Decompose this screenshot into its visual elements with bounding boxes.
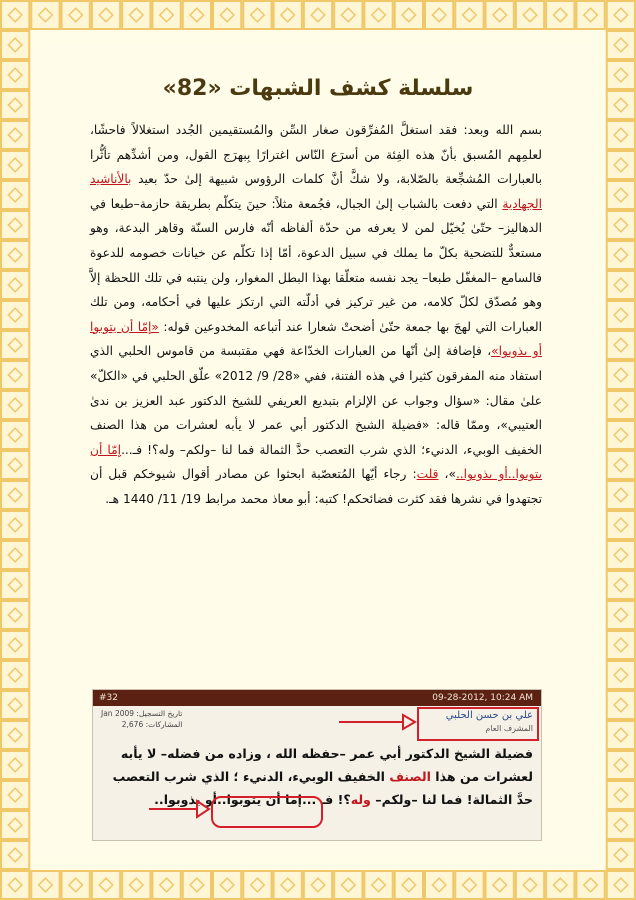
border-tile — [1, 541, 29, 569]
border-tile — [576, 1, 604, 29]
text-segment: ، فإضافة إلىٰ أنّها من العبارات الخدّاعة فهي مقتبسة من قاموس الحلبي الذي استفاد منه المفرقون كثيرا في هذه الفتنة، ففي «28/ 9/ 2012» علّق الحلبي في «الكلّ» علىٰ مقال: «سؤال وجواب عن الإلزام بتبديع العريفي للشيخ الدكتور عبد العزيز بن ندىٰ العتيبي»، وممّا قاله: «فضيلة الشيخ الدكتور أبي عمر لا يأبه لعشرات من هذا الصنف الخفيف الوبيء، الدنيء؛ الذي شرب التعصب حدَّ الثمالة فما لنا –ولكم– وله؟! فـ... — [90, 344, 543, 457]
border-tile — [425, 871, 453, 899]
border-tile — [546, 871, 574, 899]
text-segment: بسم الله وبعد: فقد استغلَّ المُفرِّقون صغار السِّن والمُستقيمين الجُدد استغلالاً فاحشًا، لعلمِهم المُسبق بأنّ هذه الفِئة من أسرَع النّاس اغترارًا بِبهرَج القول، ومن أشدِّهم تأثُّرا بالعبارات المُشجِّعة بالصّلابة، ولا شكَّ أنَّ كلمات الرؤوس شبيهة إلىٰ حدّ بعيد — [90, 123, 542, 187]
border-tile — [607, 691, 635, 719]
border-tile — [607, 661, 635, 689]
border-tile — [334, 871, 362, 899]
border-tile — [213, 871, 241, 899]
border-tile — [607, 241, 635, 269]
text-segment: التي دفعت بالشباب إلىٰ الجبال، فجُمعة مثلاً: حينَ يتكلّم بطريقة حازمة–طبعا في الدهاليز– حتّىٰ يُخيّل لمن لا يعرفه من حدّة ألفاظه أنّه فارس السنّة وقاهر البدعة، وهو مستعدٌّ للتضحية بكلّ ما يملك في سبيل الدعوة، أمّا إذا تكلّم عن خيانات خصومه للدعوة فالسامع –المغفّل طبعا– يجد نفسه متعلّقا بهذا البطل المغوار، ولن ينتبه في تلك اللحظة إلاَّ وهو مُصدّق لكلّ كلامه، من غير تركيز في أدلّته التي ارتكز عليها في أحكامه، ومن تلك العبارات التي لهجَ بها جمعة حتّىٰ أضحتْ شعارا عند أتباعه المخدوعين قوله: — [90, 196, 542, 334]
border-tile — [607, 391, 635, 419]
border-tile — [1, 721, 29, 749]
border-tile — [486, 871, 514, 899]
border-tile — [31, 871, 59, 899]
border-tile — [395, 871, 423, 899]
join-date: تاريخ التسجيل: Jan 2009 — [101, 709, 183, 718]
author-rank: المشرف العام — [485, 724, 533, 733]
border-tile — [607, 31, 635, 59]
border-tile — [607, 301, 635, 329]
border-tile — [1, 661, 29, 689]
border-tile — [183, 871, 211, 899]
border-tile — [607, 511, 635, 539]
border-tile — [62, 871, 90, 899]
border-tile — [92, 871, 120, 899]
border-tile — [364, 871, 392, 899]
border-tile — [607, 481, 635, 509]
author-username: علي بن حسن الحلبي — [445, 710, 533, 721]
border-tile — [607, 271, 635, 299]
border-tile — [455, 871, 483, 899]
border-tile — [607, 751, 635, 779]
border-tile — [1, 361, 29, 389]
border-tile — [122, 1, 150, 29]
border-tile — [1, 451, 29, 479]
post-red-word-2: وله — [350, 792, 371, 807]
border-tile — [92, 1, 120, 29]
border-tile — [607, 421, 635, 449]
text-segment: »، — [438, 467, 456, 482]
border-tile — [304, 1, 332, 29]
border-tile — [607, 331, 635, 359]
text-segment: : رجاء أيّها المُتعصّبة ابحثوا عن مصادر أقوال شيوخكم قبل أن تجتهدوا في نشرها فقد كثرت فضائحكم! كتبه: أبو معاذ محمد مرابط 19/ 11/ 1440 هـ. — [90, 467, 542, 506]
border-tile — [1, 481, 29, 509]
border-tile — [152, 871, 180, 899]
posts-count: المشاركات: 2,676 — [121, 720, 183, 729]
arrow-icon — [337, 712, 417, 732]
border-tile — [455, 1, 483, 29]
border-tile — [516, 871, 544, 899]
border-tile — [274, 1, 302, 29]
article-body — [90, 118, 542, 512]
highlight-oval — [211, 796, 323, 828]
highlight-box — [417, 707, 539, 741]
post-red-word: الصنف — [389, 769, 431, 784]
border-tile — [243, 871, 271, 899]
border-tile — [243, 1, 271, 29]
border-tile — [607, 541, 635, 569]
post-date: 09-28-2012, 10:24 AM — [432, 693, 533, 703]
border-tile — [1, 211, 29, 239]
border-tile — [1, 271, 29, 299]
highlighted-phrase: قلت — [416, 467, 439, 482]
border-tile — [607, 151, 635, 179]
border-tile — [607, 361, 635, 389]
border-tile — [546, 1, 574, 29]
post-header-bar — [93, 690, 541, 706]
border-tile — [1, 781, 29, 809]
border-tile — [1, 421, 29, 449]
border-tile — [1, 331, 29, 359]
post-number: #32 — [99, 693, 118, 703]
border-tile — [152, 1, 180, 29]
border-tile — [607, 181, 635, 209]
border-tile — [1, 871, 29, 899]
highlighted-phrase: «إمّا أن يتوبوا أو يذوبوا» — [90, 319, 542, 359]
border-tile — [607, 571, 635, 599]
border-tile — [1, 241, 29, 269]
border-tile — [1, 601, 29, 629]
border-tile — [1, 511, 29, 539]
post-highlight: إما أن يتوبوا..أو يذوبوا.. — [154, 792, 302, 807]
page-title: سلسلة كشف الشبهات «82» — [162, 76, 474, 101]
border-tile — [576, 871, 604, 899]
border-tile — [334, 1, 362, 29]
highlighted-phrase: إمّا أن يتوبوا..أو يذوبوا.. — [90, 442, 542, 482]
border-tile — [607, 811, 635, 839]
border-tile — [62, 1, 90, 29]
border-tile — [607, 841, 635, 869]
border-tile — [1, 181, 29, 209]
border-tile — [486, 1, 514, 29]
border-tile — [1, 301, 29, 329]
border-tile — [1, 31, 29, 59]
border-tile — [607, 1, 635, 29]
border-tile — [607, 451, 635, 479]
post-text: فضيلة الشيخ الدكتور أبي عمر –حفظه الله ، وزاده من فضله– لا يأبه لعشرات من هذا الصنف الخفيف الوبيء، الدنيء ؛ الذي شرب التعصب حدَّ الثمالة! فما لنا –ولكم– وله؟! فـ ...إما أن يتوبوا..أو يذوبوا.. — [112, 746, 533, 807]
highlighted-phrase: بالأناشيد الجهادية — [90, 172, 542, 211]
arrow-icon — [147, 798, 211, 820]
border-tile — [364, 1, 392, 29]
border-tile — [1, 691, 29, 719]
border-tile — [1, 631, 29, 659]
border-tile — [607, 631, 635, 659]
author-stats — [101, 708, 182, 730]
border-tile — [1, 841, 29, 869]
border-tile — [183, 1, 211, 29]
border-tile — [607, 721, 635, 749]
border-tile — [304, 871, 332, 899]
border-tile — [425, 1, 453, 29]
border-tile — [607, 121, 635, 149]
border-tile — [607, 871, 635, 899]
article-paragraph — [90, 118, 542, 512]
border-tile — [395, 1, 423, 29]
border-tile — [1, 751, 29, 779]
border-tile — [213, 1, 241, 29]
post-author-meta — [93, 706, 541, 740]
forum-post-screenshot — [92, 689, 542, 841]
border-tile — [1, 151, 29, 179]
border-tile — [1, 1, 29, 29]
border-tile — [1, 391, 29, 419]
border-tile — [516, 1, 544, 29]
border-tile — [274, 871, 302, 899]
border-tile — [1, 811, 29, 839]
border-tile — [1, 121, 29, 149]
border-tile — [607, 211, 635, 239]
border-tile — [607, 781, 635, 809]
border-tile — [607, 601, 635, 629]
border-tile — [122, 871, 150, 899]
border-tile — [31, 1, 59, 29]
border-tile — [1, 571, 29, 599]
